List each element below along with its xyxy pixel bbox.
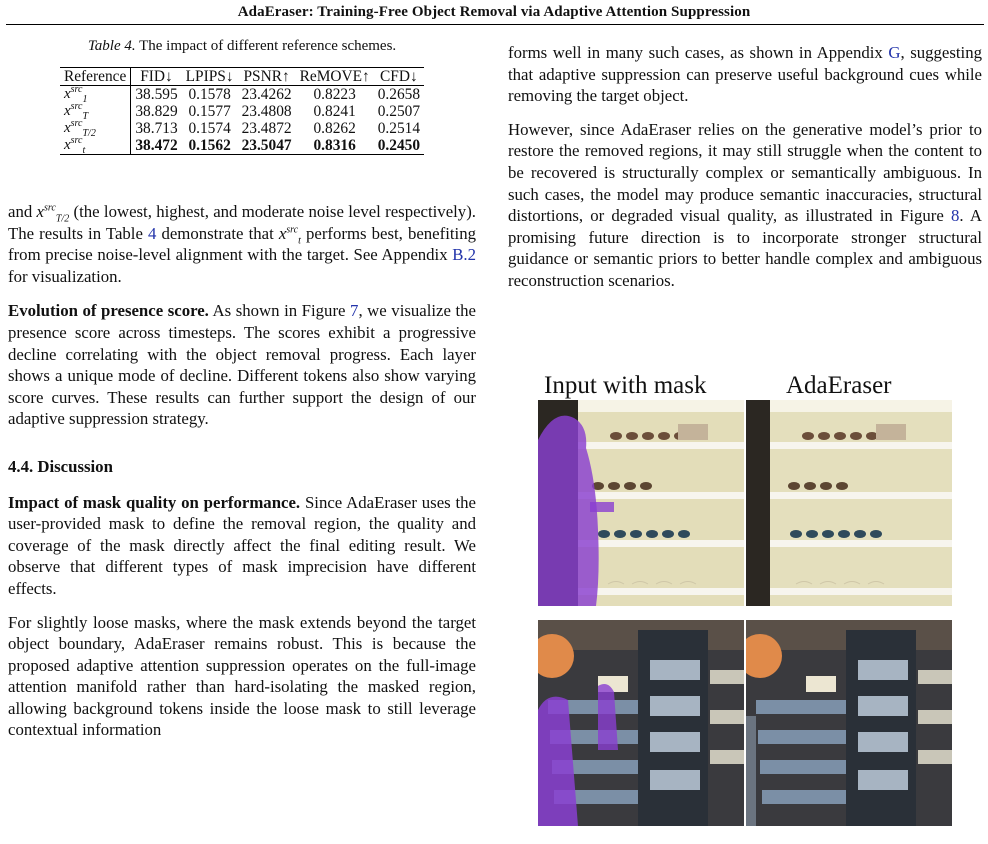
figure-labels [536, 372, 984, 398]
cfd-cell: 0.2658 [377, 86, 421, 103]
thumb-shelf-output [746, 400, 952, 606]
cfd-cell: 0.2514 [377, 120, 421, 137]
lpips-cell: 0.1578 [188, 86, 231, 103]
thumb-market-input [538, 620, 744, 826]
appendix-ref-link[interactable]: B.2 [452, 245, 476, 265]
ref-cell: $x^{src}_t$ [60, 137, 131, 155]
fid-cell: 38.595 [135, 86, 178, 103]
remove-cell: 0.8223 [313, 86, 356, 103]
table-row [60, 86, 424, 104]
paragraph-noise-levels: and $x^{src}_{T/2}$ (the lowest, highest, and moderate noise level respectively). The results in Table 4 demonstrate that $x^{src}_t$ performs best, benefiting from precise noise-level alignment with the target. See Appendix B.2 for visualization. [8, 202, 476, 286]
col-lpips: LPIPS↓ [182, 68, 238, 86]
psnr-cell: 23.4872 [241, 120, 292, 137]
cfd-cell: 0.2450 [374, 137, 424, 155]
header-rule [6, 24, 984, 25]
lpips-cell: 0.1577 [188, 103, 231, 120]
fid-cell: 38.472 [131, 137, 182, 155]
paragraph-presence-score: Evolution of presence score. As shown in Figure 7, we visualize the presence score across timesteps. The scores exhibit a progressive decline correlating with the object removal progress. Each layer shows a unique mode of decline. Different tokens also show varying score curves. These results can further support the design of our adaptive suppression strategy. [8, 301, 476, 429]
remove-cell: 0.8262 [313, 120, 356, 137]
figure-8-link[interactable]: 8 [951, 206, 960, 226]
paragraph-mask-quality: Impact of mask quality on performance. Since AdaEraser uses the user-provided mask to define the removal region, the quality and coverage of the mask directly affect the final editing result. We observe that different types of mask imprecision have different effects. [8, 492, 476, 598]
market-input-image [538, 620, 744, 826]
lpips-cell: 0.1574 [188, 120, 231, 137]
figure-ref-link[interactable]: 7 [350, 301, 359, 321]
psnr-cell: 23.5047 [238, 137, 296, 155]
results-table [60, 67, 424, 155]
col-reference: Reference [60, 68, 131, 86]
paragraph-appendix: forms well in many such cases, as shown in Appendix G, suggesting that adaptive suppression can preserve useful background cues while removing the target object. [508, 43, 982, 106]
runin-presence-score: Evolution of presence score. [8, 301, 209, 321]
ref-cell: $x^{src}_T$ [60, 103, 131, 120]
col-psnr: PSNR↑ [238, 68, 296, 86]
table-row [60, 103, 424, 120]
fid-cell: 38.713 [135, 120, 178, 137]
col-remove: ReMOVE↑ [296, 68, 374, 86]
paragraph-limitations: However, since AdaEraser relies on the generative model’s prior to restore the removed regions, it may still struggle when the content to be recovered is structurally complex or semantically ambiguous. In such cases, the model may produce semantic inaccuracies, structural distortions, or degraded visual quality, as illustrated in Figure 8. A promising future direction is to incorporate stronger structural guidance or semantic priors to better handle complex and ambiguous reconstruction scenarios. [508, 119, 982, 290]
fid-cell: 38.829 [135, 103, 178, 120]
label-adaeraser: AdaEraser [786, 372, 892, 399]
table-header-row [60, 68, 424, 86]
remove-cell: 0.8241 [313, 103, 356, 120]
right-column [508, 42, 982, 292]
lpips-cell: 0.1562 [182, 137, 238, 155]
table-caption [8, 38, 476, 55]
appendix-g-link[interactable]: G [888, 43, 901, 62]
market-output-image [746, 620, 952, 826]
col-cfd: CFD↓ [374, 68, 424, 86]
table-ref-link[interactable]: 4 [148, 223, 157, 243]
col-fid: FID↓ [131, 68, 182, 86]
remove-cell: 0.8316 [296, 137, 374, 155]
table-row-best [60, 137, 424, 155]
math-x-half: $x^{src}_{T/2}$ [36, 202, 70, 225]
section-heading: 4.4. Discussion [8, 456, 113, 476]
shelf-input-image [538, 400, 744, 606]
table-row [60, 120, 424, 137]
table-caption-label: Table 4. [87, 38, 136, 54]
thumb-shelf-input [538, 400, 744, 606]
table-caption-text: The impact of different reference schemes. [139, 38, 397, 54]
thumb-market-output [746, 620, 952, 826]
cfd-cell: 0.2507 [377, 103, 421, 120]
math-x-t: $x^{src}_t$ [278, 223, 301, 246]
ref-cell: $x^{src}_{T/2}$ [60, 120, 131, 137]
left-column [8, 36, 476, 741]
paragraph-loose-masks: For slightly loose masks, where the mask extends beyond the target object boundary, AdaEraser remains robust. This is because the proposed adaptive attention suppression operates on the full-image attention manifold rather than hard-isolating the masked region, allowing background tokens inside the loose mask to still leverage contextual information [8, 612, 476, 740]
psnr-cell: 23.4262 [241, 86, 292, 103]
shelf-output-image [746, 400, 952, 606]
running-header: AdaEraser: Training-Free Object Removal via Adaptive Attention Suppression [237, 4, 751, 20]
runin-mask-quality: Impact of mask quality on performance. [8, 492, 301, 512]
psnr-cell: 23.4808 [241, 103, 292, 120]
label-input-with-mask: Input with mask [544, 372, 707, 399]
ref-cell: $x^{src}_1$ [60, 86, 131, 104]
